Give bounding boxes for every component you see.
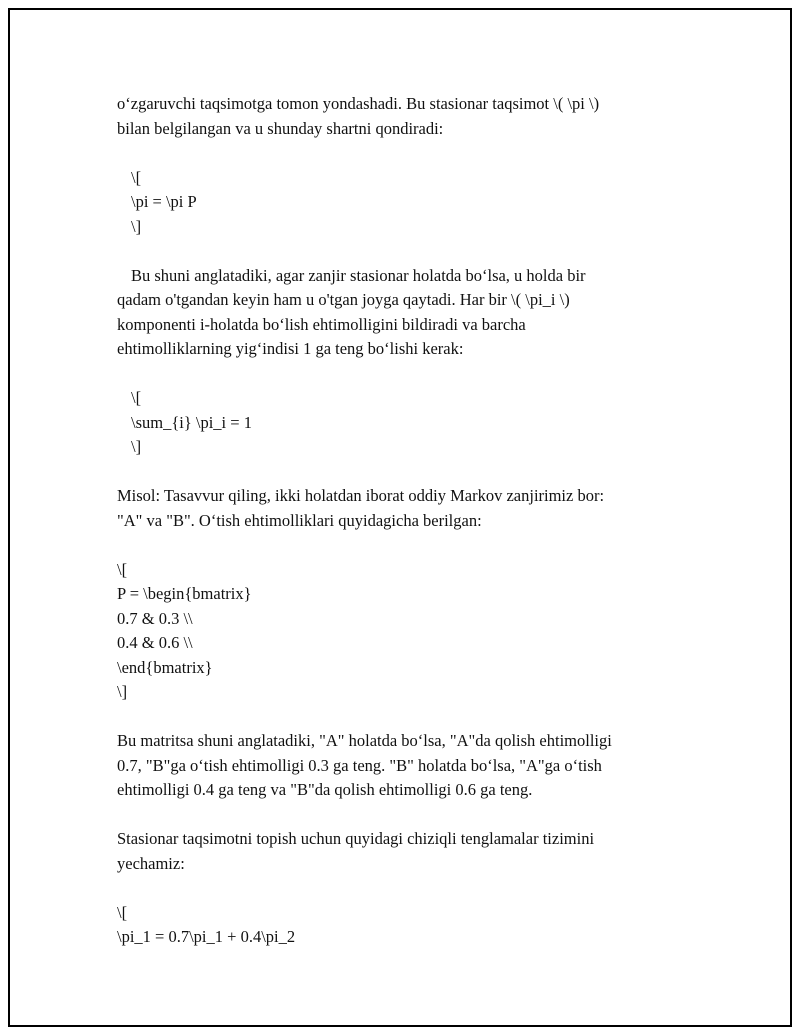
- blank-line: [117, 533, 697, 558]
- blank-line: [117, 803, 697, 828]
- text-line: Stasionar taqsimotni topish uchun quyidagi chiziqli tenglamalar tizimini: [117, 829, 595, 848]
- blank-line: [117, 239, 697, 264]
- text-line: 0.7, "B"ga o‘tish ehtimolligi 0.3 ga teng. "B" holatda bo‘lsa, "A"ga o‘tish: [117, 755, 602, 775]
- equation-line: P = \begin{bmatrix}: [117, 584, 252, 603]
- equation-open: \[: [117, 902, 128, 922]
- equation-open: \[: [131, 388, 142, 407]
- equation-line: \sum_{i} \pi_i = 1: [131, 412, 252, 432]
- equation-open: \[: [131, 167, 142, 187]
- text-line: yechamiz:: [117, 853, 185, 873]
- equation-line: \pi = \pi P: [131, 192, 197, 211]
- text-line: ehtimolliklarning yig‘indisi 1 ga teng bo‘lishi kerak:: [117, 339, 464, 358]
- blank-line: [117, 876, 697, 901]
- equation-line: \end{bmatrix}: [117, 657, 213, 677]
- text-line: o‘zgaruvchi taqsimotga tomon yondashadi. Bu stasionar taqsimot \( \pi \): [117, 94, 600, 113]
- equation-line: 0.7 & 0.3 \\: [117, 608, 193, 628]
- equation-open: \[: [117, 559, 128, 579]
- document-body: [117, 92, 697, 950]
- equation-close: \]: [131, 437, 142, 456]
- text-line: Bu shuni anglatadiki, agar zanjir stasionar holatda bo‘lsa, u holda bir: [131, 265, 586, 285]
- blank-line: [117, 705, 697, 730]
- blank-line: [117, 460, 697, 485]
- equation-line: 0.4 & 0.6 \\: [117, 633, 193, 652]
- blank-line: [117, 141, 697, 166]
- equation-line: \pi_1 = 0.7\pi_1 + 0.4\pi_2: [117, 927, 296, 946]
- text-line: ehtimolligi 0.4 ga teng va "B"da qolish ehtimolligi 0.6 ga teng.: [117, 780, 533, 799]
- text-line: bilan belgilangan va u shunday shartni qondiradi:: [117, 118, 444, 138]
- text-line: qadam o'tgandan keyin ham u o'tgan joyga qaytadi. Har bir \( \pi_i \): [117, 290, 570, 309]
- text-line: "A" va "B". O‘tish ehtimolliklari quyidagicha berilgan:: [117, 510, 482, 530]
- equation-close: \]: [117, 682, 128, 701]
- equation-close: \]: [131, 216, 142, 236]
- blank-line: [117, 362, 697, 387]
- text-line: Bu matritsa shuni anglatadiki, "A" holatda bo‘lsa, "A"da qolish ehtimolligi: [117, 731, 612, 750]
- text-line: komponenti i-holatda bo‘lish ehtimolligini bildiradi va barcha: [117, 314, 526, 334]
- text-line: Misol: Tasavvur qiling, ikki holatdan iborat oddiy Markov zanjirimiz bor:: [117, 486, 605, 505]
